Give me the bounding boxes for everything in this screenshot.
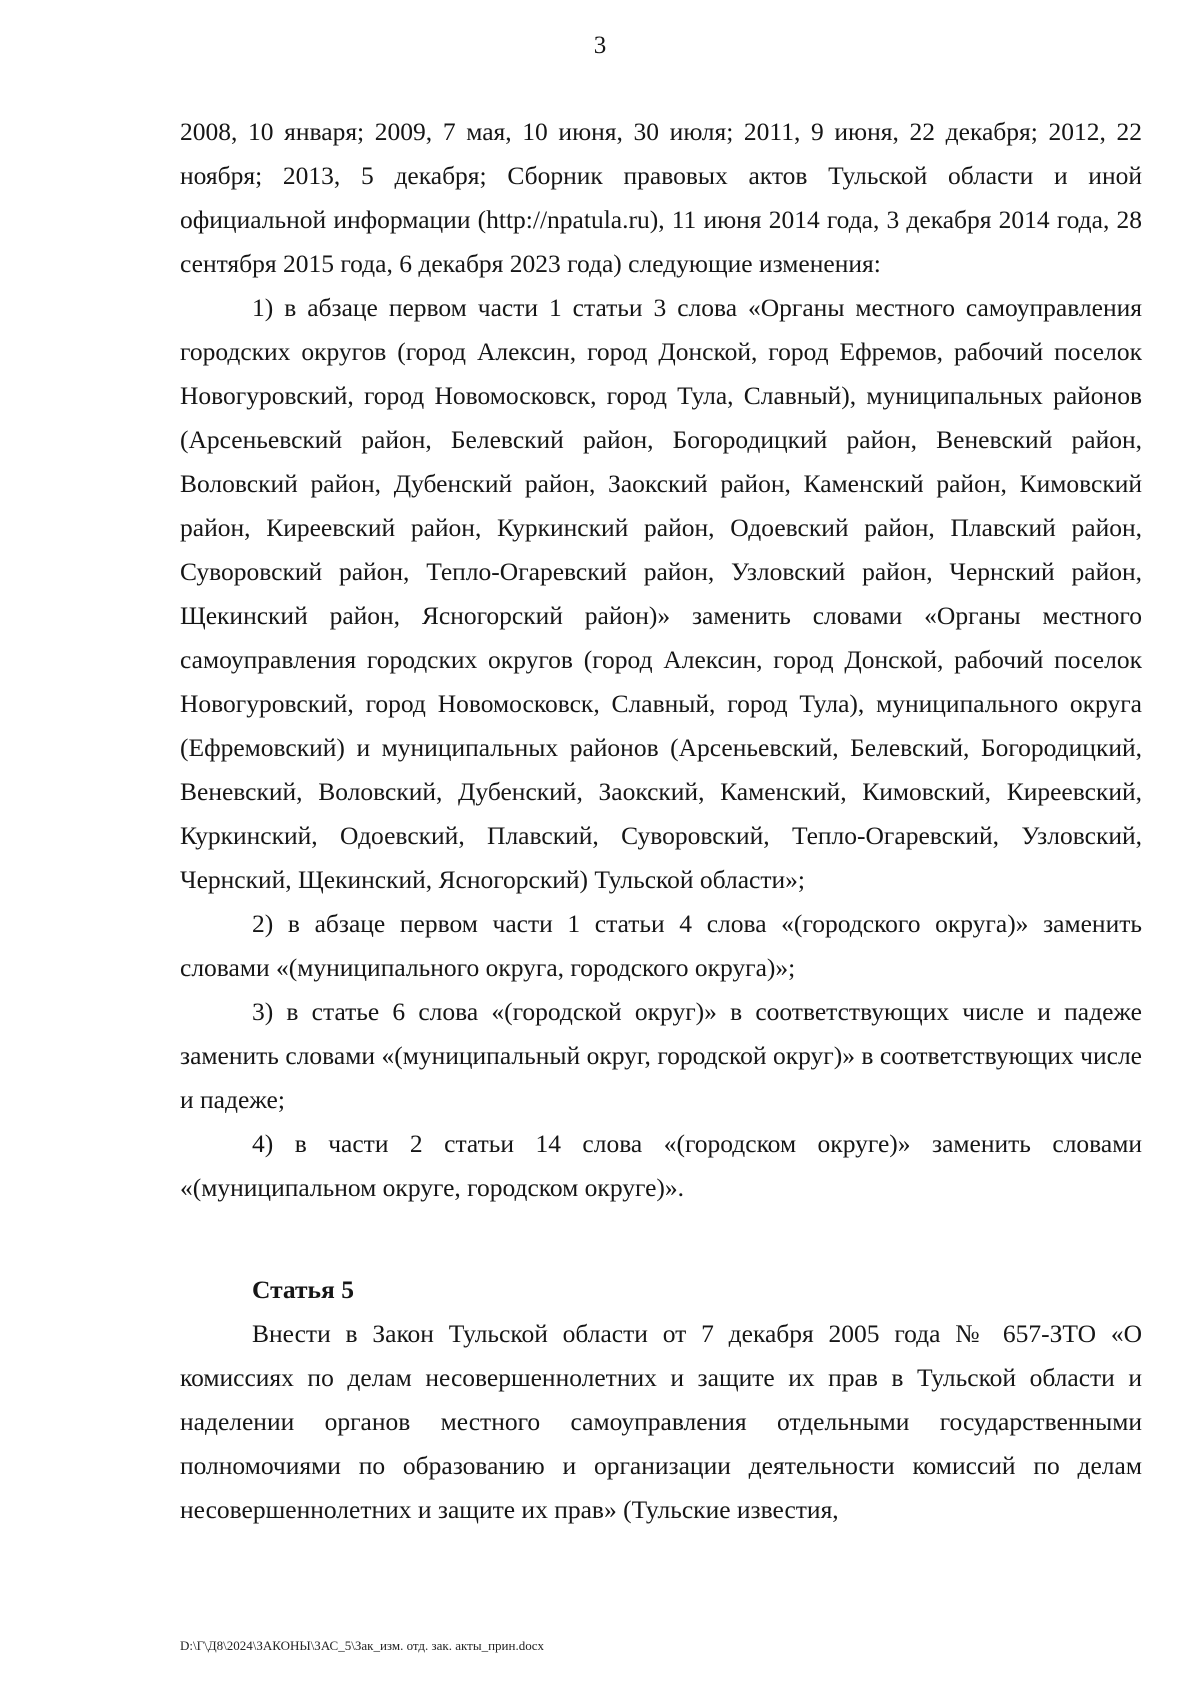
intro-paragraph: 2008, 10 января; 2009, 7 мая, 10 июня, 30 июля; 2011, 9 июня, 22 декабря; 2012, 22 ноября; 2013, 5 декабря; Сборник правовых актов Тульской области и иной официальной информации (http://npatula.ru), 11 июня 2014 года, 3 декабря 2014 года, 28 сентября 2015 года, 6 декабря 2023 года) следующие изменения:	[180, 117, 1142, 278]
list-item-1: 1) в абзаце первом части 1 статьи 3 слова «Органы местного самоуправления городских округов (город Алексин, город Донской, город Ефремов, рабочий поселок Новогуровский, город Новомосковск, город Тула, Славный), муниципальных районов (Арсеньевский район, Белевский район, Богородицкий район, Веневский район, Воловский район, Дубенский район, Заокский район, Каменский район, Кимовский район, Киреевский район, Куркинский район, Одоевский район, Плавский район, Суворовский район, Тепло-Огаревский район, Узловский район, Чернский район, Щекинский район, Ясногорский район)» заменить словами «Органы местного самоуправления городских округов (город Алексин, город Донской, рабочий поселок Новогуровский, город Новомосковск, Славный, город Тула), муниципального округа (Ефремовский) и муниципальных районов (Арсеньевский, Белевский, Богородицкий, Веневский, Воловский, Дубенский, Заокский, Каменский, Кимовский, Киреевский, Куркинский, Одоевский, Плавский, Суворовский, Тепло-Огаревский, Узловский, Чернский, Щекинский, Ясногорский) Тульской области»;	[180, 293, 1142, 894]
list-item-4: 4) в части 2 статьи 14 слова «(городском округе)» заменить словами «(муниципальном округе, городском округе)».	[180, 1129, 1142, 1202]
page-number: 3	[593, 32, 607, 59]
list-item-3: 3) в статье 6 слова «(городской округ)» в соответствующих числе и падеже заменить словами «(муниципальный округ, городской округ)» в соответствующих числе и падеже;	[180, 997, 1142, 1114]
document-body	[180, 110, 1142, 1532]
article-5-heading: Статья 5	[252, 1275, 354, 1304]
article-5-paragraph: Внести в Закон Тульской области от 7 декабря 2005 года № 657-ЗТО «О комиссиях по делам несовершеннолетних и защите их прав в Тульской области и наделении органов местного самоуправления отдельными государственными полномочиями по образованию и организации деятельности комиссий по делам несовершеннолетних и защите их прав» (Тульские известия,	[180, 1319, 1142, 1524]
list-item-2: 2) в абзаце первом части 1 статьи 4 слова «(городского округа)» заменить словами «(муниципального округа, городского округа)»;	[180, 909, 1142, 982]
footer-file-path: D:\Г\Д8\2024\ЗАКОНЫ\ЗАС_5\Зак_изм. отд. зак. акты_прин.docx	[180, 1638, 544, 1653]
